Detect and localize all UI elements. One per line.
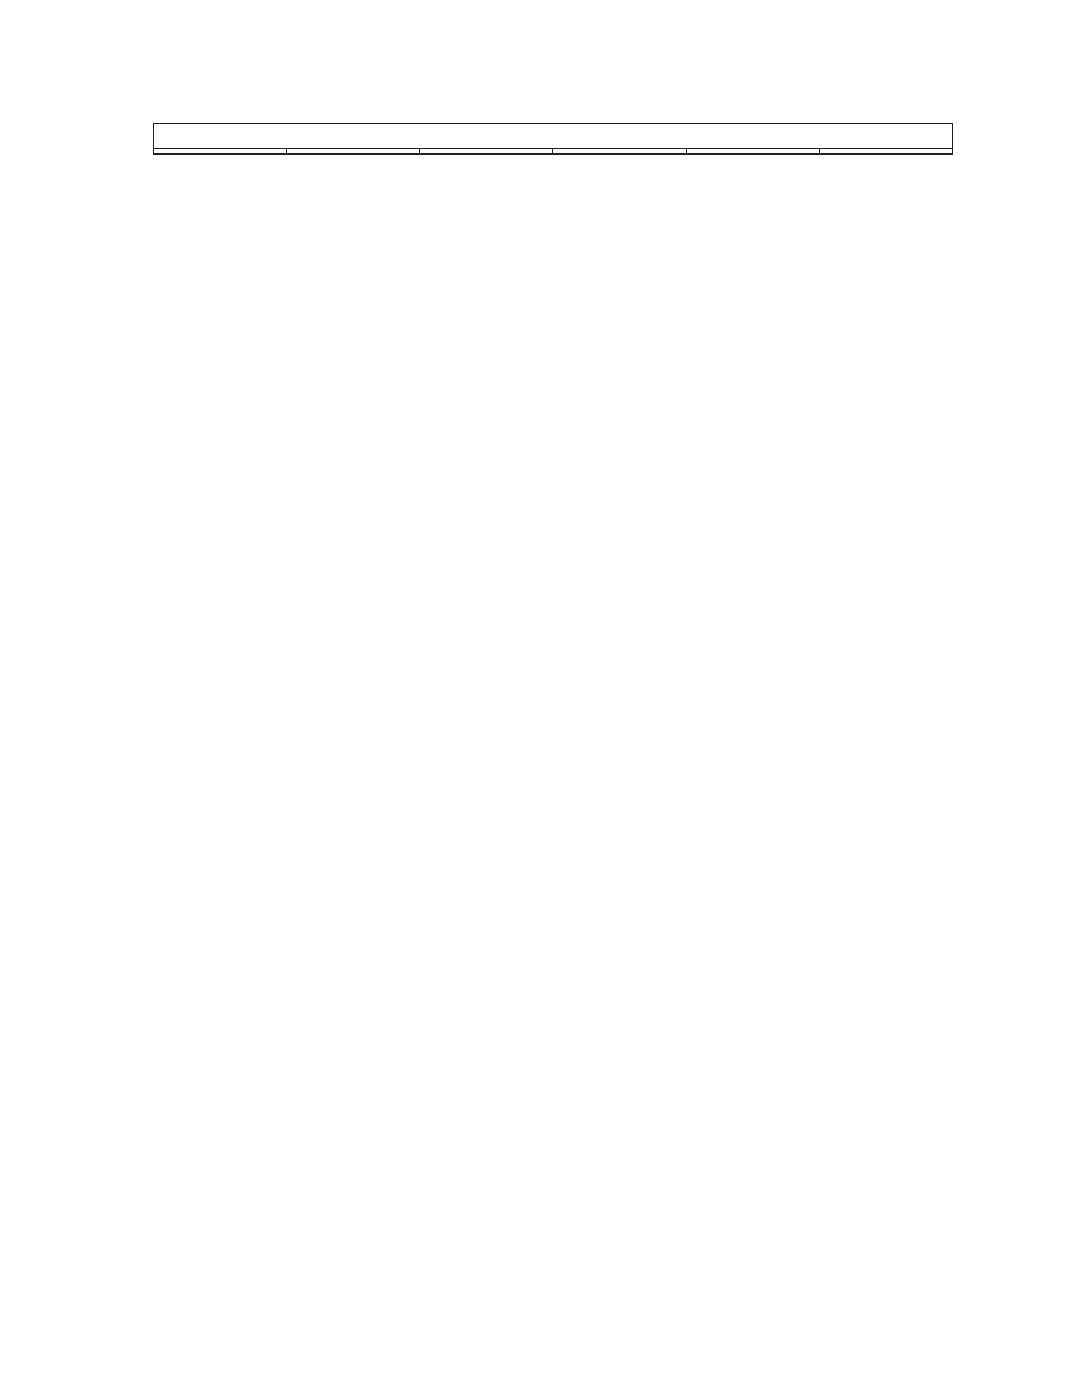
item-description (420, 154, 553, 155)
item-note (819, 154, 952, 155)
section-title (154, 124, 953, 149)
item-number (154, 154, 287, 155)
item-unit (686, 154, 819, 155)
procurement-table (153, 123, 953, 155)
item-name (287, 154, 420, 155)
table-row (154, 154, 953, 155)
section-header-row (154, 124, 953, 149)
item-quantity (553, 154, 686, 155)
